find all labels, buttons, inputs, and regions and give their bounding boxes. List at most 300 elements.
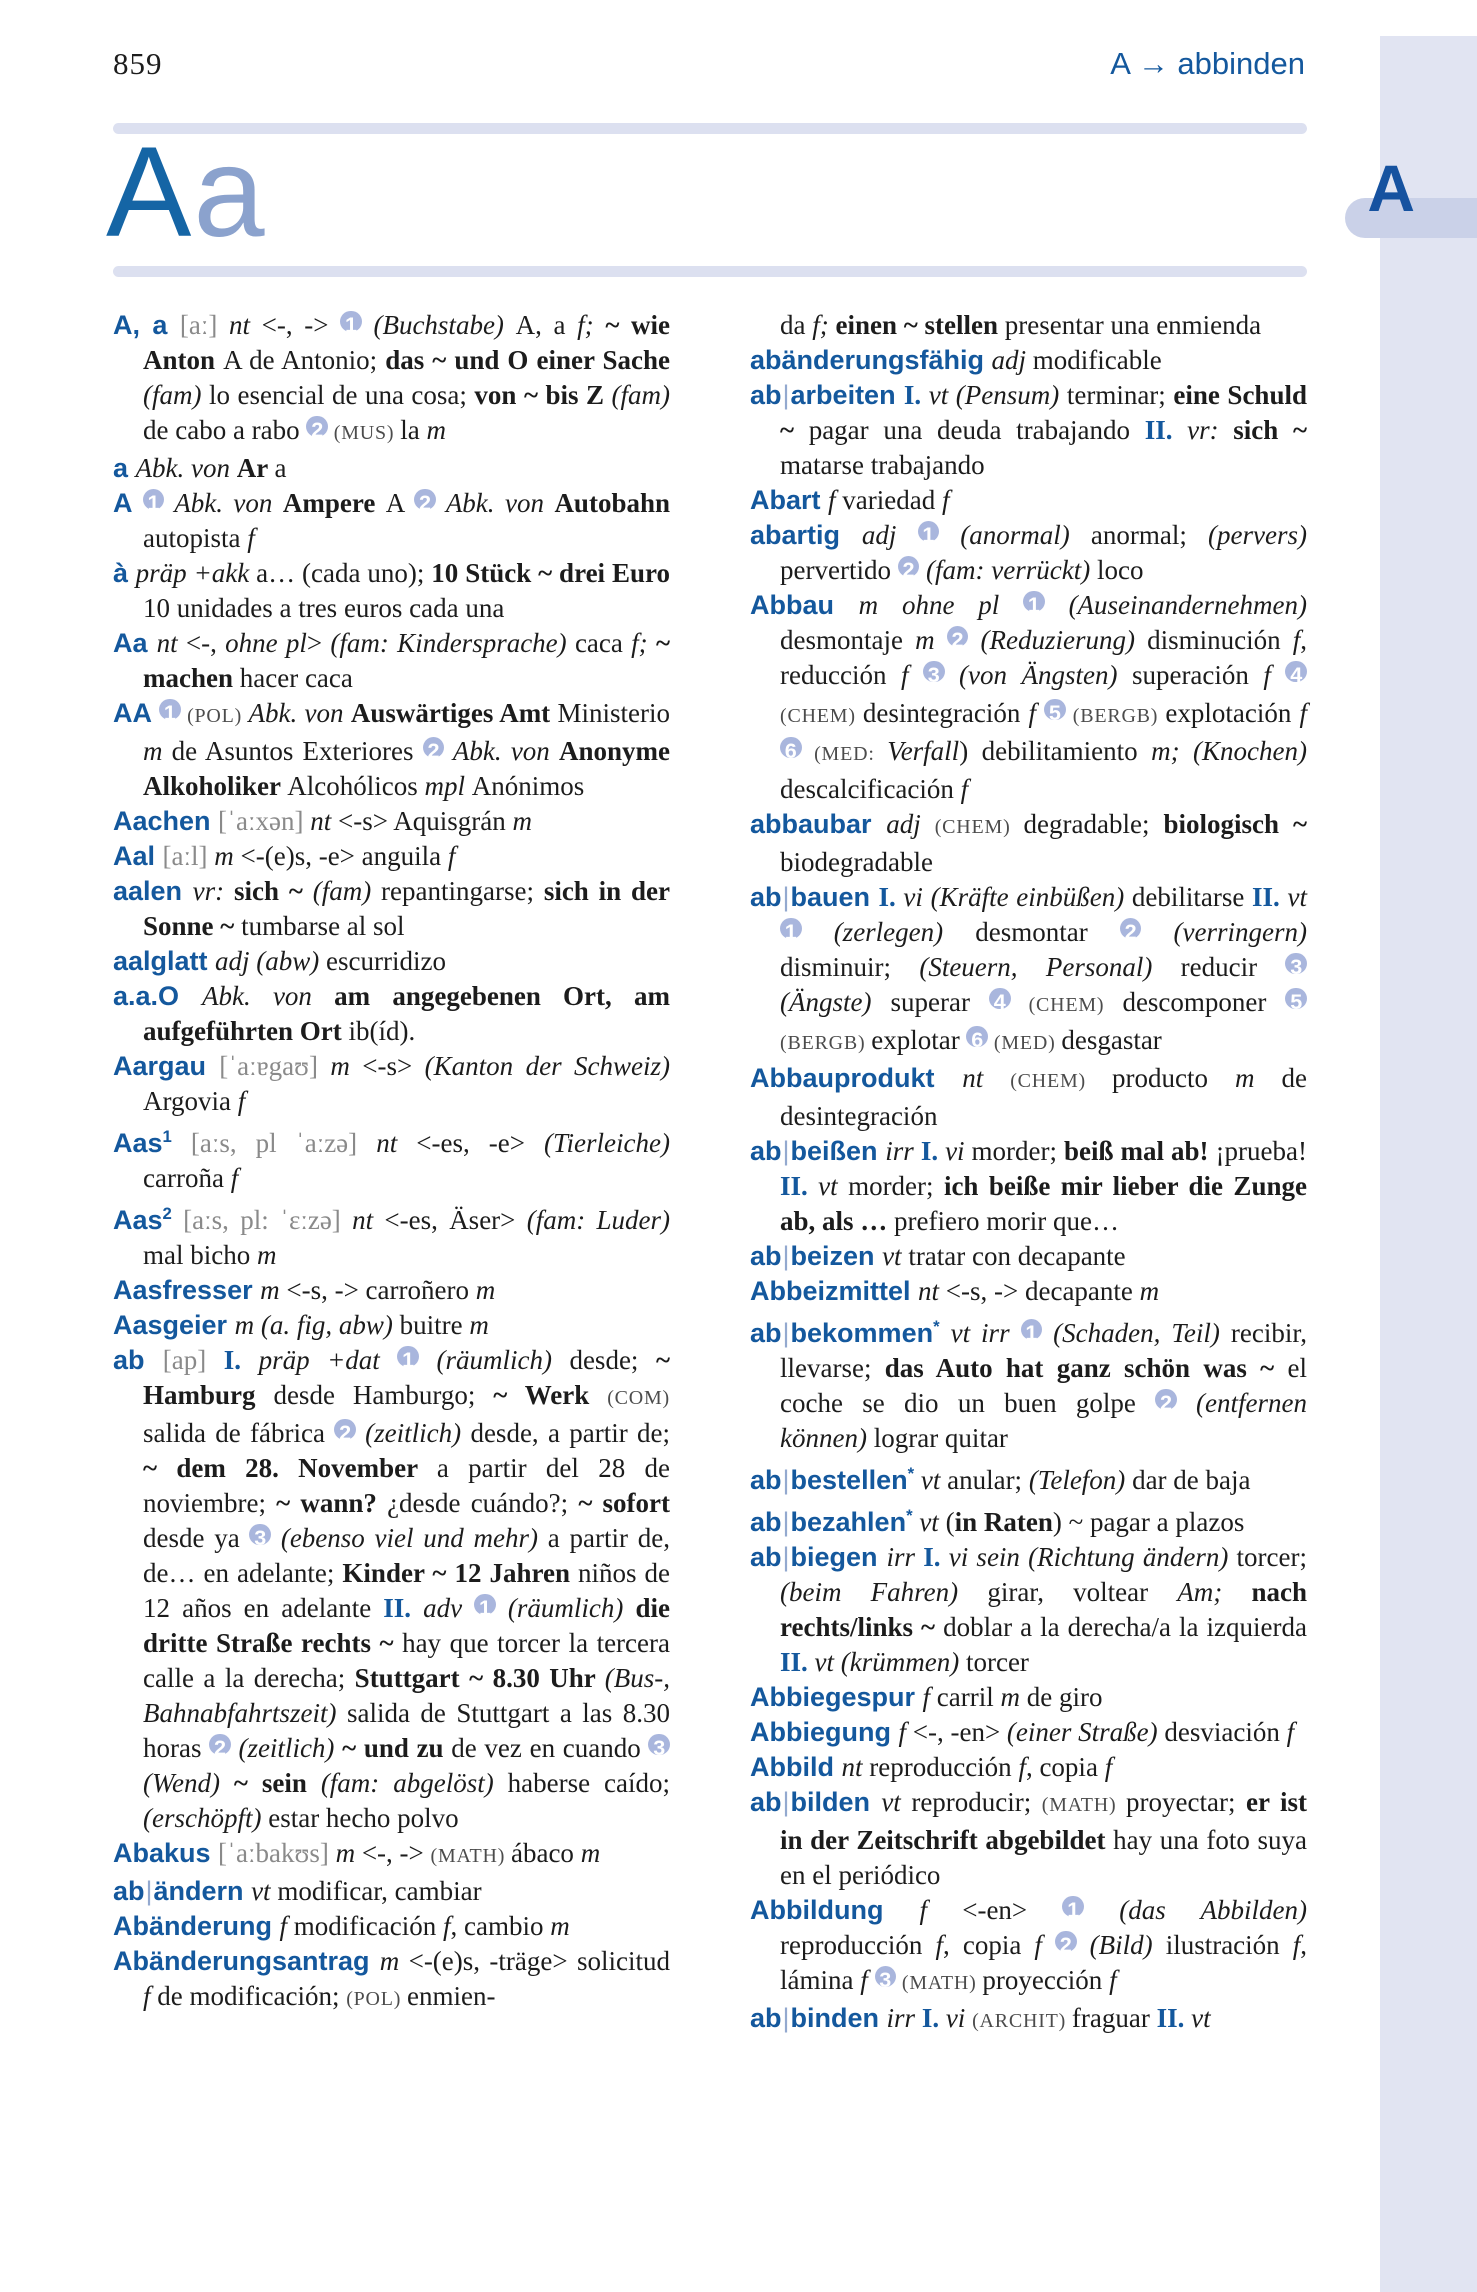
translation-text: producto: [1112, 1063, 1236, 1093]
grammar-label: f: [1018, 1752, 1026, 1782]
grammar-label: (pervers): [1208, 520, 1307, 550]
headword-divider: |: [782, 882, 790, 912]
part-numeral: I.: [920, 1136, 946, 1166]
grammar-label: m: [426, 415, 446, 445]
grammar-label: vt: [912, 1507, 946, 1537]
example-phrase: das Auto hat ganz schön was ~: [884, 1353, 1288, 1383]
example-phrase: ~ machen: [143, 628, 670, 693]
grammar-label: (Steuern, Personal): [919, 952, 1181, 982]
translation-text: <-, -en>: [912, 1717, 1007, 1747]
headword: ab: [750, 2003, 782, 2033]
translation-text: la: [400, 415, 427, 445]
sense-number: 3: [1285, 953, 1307, 975]
headword: Abbau: [750, 590, 859, 620]
translation-text: proyectar;: [1126, 1787, 1247, 1817]
sense-number: 3: [923, 661, 945, 683]
sense-number: 1: [1062, 1896, 1084, 1918]
headword: Aas: [113, 1128, 163, 1158]
dictionary-entry: [750, 1274, 1307, 1309]
grammar-label: m: [330, 1051, 363, 1081]
translation-text: desintegración: [862, 698, 1029, 728]
example-phrase: Kinder ~ 12 Jahren: [342, 1558, 578, 1588]
grammar-label: f: [279, 1911, 294, 1941]
dictionary-entry: [750, 1680, 1307, 1715]
translation-text: <-, ->: [361, 1838, 431, 1868]
translation-text: de cabo a rabo: [143, 415, 307, 445]
headword-superscript: 1: [162, 1127, 172, 1146]
grammar-label: (fam): [312, 876, 382, 906]
headword: a: [113, 453, 136, 483]
example-phrase: eine Schuld ~: [780, 380, 1307, 445]
page-number: 859: [113, 46, 163, 81]
grammar-label: vt: [1191, 2003, 1211, 2033]
grammar-label: f: [143, 1981, 158, 2011]
grammar-label: f: [1292, 625, 1301, 655]
grammar-label: (von Ängsten): [944, 660, 1132, 690]
grammar-label: f: [1292, 1930, 1301, 1960]
translation-text: biodegradable: [780, 847, 933, 877]
sense-number: 2: [306, 416, 328, 438]
translation-text: torcer: [965, 1647, 1029, 1677]
translation-text: Anónimos: [471, 771, 585, 801]
translation-text: hay una foto suya en el periódico: [780, 1825, 1308, 1890]
example-phrase: ~ sein: [233, 1768, 321, 1798]
grammar-label: f: [1028, 698, 1045, 728]
grammar-label: nt: [962, 1063, 1011, 1093]
sense-number: 2: [414, 489, 436, 511]
grammar-label: m: [214, 841, 241, 871]
example-phrase: Anonyme Alkoholiker: [143, 736, 670, 801]
grammar-label: vi (Kräfte einbüßen): [903, 882, 1132, 912]
grammar-label: f: [922, 1682, 937, 1712]
grammar-label: (fam: Luder): [526, 1205, 670, 1235]
dictionary-entry: [750, 1134, 1307, 1239]
sense-number: 1: [1023, 591, 1045, 613]
translation-text: ): [959, 736, 982, 766]
headword: abartig: [750, 520, 862, 550]
translation-text: >: [306, 628, 331, 658]
translation-text: A: [385, 488, 415, 518]
translation-text: carril: [936, 1682, 1001, 1712]
headword: biegen: [790, 1542, 887, 1572]
grammar-label: (zeitlich): [355, 1418, 471, 1448]
grammar-label: m: [379, 1946, 409, 1976]
grammar-label: vt (krümmen): [814, 1647, 966, 1677]
sense-number: 4: [989, 988, 1011, 1010]
grammar-label: (beim Fahren): [780, 1577, 988, 1607]
sense-number: 1: [397, 1346, 419, 1368]
grammar-label: f: [1299, 698, 1307, 728]
dictionary-entry: [113, 1308, 670, 1343]
section-letter-lowercase: a: [193, 121, 267, 264]
translation-text: modificable: [1032, 345, 1162, 375]
phonetic-transcription: [aːs, pl ˈaːzə]: [171, 1128, 377, 1158]
translation-text: tumbarse al sol: [241, 911, 405, 941]
headword: bilden: [790, 1787, 882, 1817]
guide-word: A → abbinden: [1110, 46, 1305, 81]
grammar-label: adj: [991, 345, 1033, 375]
grammar-label: irr: [886, 1542, 924, 1572]
headword: A, a: [113, 310, 180, 340]
translation-text: a: [274, 453, 287, 483]
translation-text: tratar con decapante: [908, 1241, 1126, 1271]
translation-text: presentar una enmienda: [1004, 310, 1262, 340]
part-numeral: I.: [903, 380, 929, 410]
grammar-label: Abk. von: [435, 488, 555, 518]
grammar-label: adv: [423, 1593, 475, 1623]
headword: Abbauprodukt: [750, 1063, 963, 1093]
grammar-label: (anormal): [939, 520, 1091, 550]
translation-text: el coche se dio un buen golpe: [780, 1353, 1307, 1418]
headword: Abbild: [750, 1752, 842, 1782]
dictionary-entry: [750, 1715, 1307, 1750]
dictionary-entry: [113, 1836, 670, 1874]
grammar-label: (Ängste): [780, 987, 891, 1017]
headword: Abbeizmittel: [750, 1276, 919, 1306]
translation-text: , cambio: [450, 1911, 551, 1941]
headword: beizen: [790, 1241, 883, 1271]
translation-text: desviación: [1164, 1717, 1287, 1747]
translation-text: <-s, -> carroñero: [286, 1275, 476, 1305]
grammar-label: nt: [156, 628, 186, 658]
translation-text: lo esencial de una cosa;: [209, 380, 475, 410]
example-phrase: ~ sofort: [578, 1488, 671, 1518]
grammar-label: f: [828, 485, 843, 515]
sense-number: 1: [1021, 1319, 1043, 1341]
translation-text: hacer caca: [239, 663, 353, 693]
translation-text: disminuir;: [780, 952, 920, 982]
grammar-label: nt: [376, 1128, 417, 1158]
headword-divider: |: [782, 380, 790, 410]
sense-number: 1: [340, 311, 362, 333]
headword: beißen: [790, 1136, 886, 1166]
translation-text: dar de baja: [1132, 1465, 1251, 1495]
translation-text: debilitamiento: [981, 736, 1152, 766]
field-label: (CHEM): [1010, 1070, 1113, 1092]
grammar-label: Verfall: [887, 736, 960, 766]
grammar-label: f: [860, 1965, 875, 1995]
translation-text: explotación: [1165, 698, 1300, 728]
dictionary-entry: [113, 556, 670, 626]
headword: ab: [750, 380, 782, 410]
grammar-label: (fam: Kindersprache): [330, 628, 575, 658]
dictionary-entry: [113, 1874, 670, 1909]
translation-text: de modificación;: [157, 1981, 347, 2011]
translation-text: <-,: [185, 628, 226, 658]
translation-text: <-en>: [962, 1895, 1063, 1925]
example-phrase: ~ Werk: [493, 1380, 608, 1410]
dictionary-entry: [113, 451, 670, 486]
dictionary-entry: [750, 1061, 1307, 1134]
translation-text: <-es, -e>: [416, 1128, 545, 1158]
sense-number: 5: [1285, 988, 1307, 1010]
translation-text: desde Hamburgo;: [273, 1380, 494, 1410]
sense-number: 6: [780, 737, 802, 759]
part-numeral: II.: [780, 1647, 815, 1677]
translation-text: haberse caído;: [507, 1768, 670, 1798]
phonetic-transcription: [aːl]: [162, 841, 215, 871]
grammar-label: nt: [918, 1276, 946, 1306]
grammar-label: (räumlich): [418, 1345, 570, 1375]
grammar-label: m: [475, 1275, 496, 1305]
grammar-label: vi: [945, 2003, 973, 2033]
translation-text: proyección: [982, 1965, 1110, 1995]
translation-text: a partir del 28 de noviembre;: [143, 1453, 670, 1518]
translation-text: desgastar: [1061, 1025, 1162, 1055]
translation-text: superar: [890, 987, 989, 1017]
example-phrase: ~ und zu: [342, 1733, 452, 1763]
translation-text: de Asuntos Exteriores: [171, 736, 423, 766]
headword: aalglatt: [113, 946, 216, 976]
translation-text: enmien-: [407, 1981, 496, 2011]
translation-text: A de Antonio;: [223, 345, 386, 375]
grammar-label: (fam: abgelöst): [320, 1768, 508, 1798]
grammar-label: mpl: [424, 771, 472, 801]
translation-text: <-, ->: [261, 310, 341, 340]
dictionary-entry: [750, 483, 1307, 518]
grammar-label: vt: [914, 1465, 948, 1495]
grammar-label: m: [335, 1838, 362, 1868]
sense-number: 1: [474, 1594, 496, 1616]
field-label: (MATH): [430, 1845, 511, 1867]
headword-superscript: 2: [162, 1204, 172, 1223]
headword-divider: |: [782, 1136, 790, 1166]
translation-text: torcer;: [1236, 1542, 1307, 1572]
headword: ab: [750, 1787, 782, 1817]
translation-text: <-(e)s, -e> anguila: [240, 841, 448, 871]
translation-text: A, a: [515, 310, 578, 340]
translation-text: ) ~ pagar a plazos: [1052, 1507, 1245, 1537]
thumb-index-strip: [1380, 36, 1477, 2292]
example-phrase: sich in der Sonne ~: [143, 876, 671, 941]
grammar-label: vt irr: [939, 1318, 1021, 1348]
translation-text: reproducción: [780, 1930, 936, 1960]
dictionary-entry: [750, 1309, 1307, 1456]
dictionary-entry: [113, 1119, 670, 1196]
example-phrase: ~ wie Anton: [143, 310, 671, 375]
grammar-label: m: [469, 1310, 489, 1340]
example-phrase: Auswärtiges Amt: [350, 698, 558, 728]
grammar-label: nt: [352, 1205, 385, 1235]
headword-divider: |: [782, 1241, 790, 1271]
dictionary-entry: [750, 1785, 1307, 1893]
headword: Abbildung: [750, 1895, 920, 1925]
translation-text: matarse trabajando: [780, 450, 985, 480]
field-label: (BERGB): [1065, 705, 1166, 727]
grammar-label: (fam): [611, 380, 671, 410]
grammar-label: vi sein (Richtung ändern): [948, 1542, 1237, 1572]
field-label: (BERGB): [780, 1032, 872, 1054]
grammar-label: Abk. von: [135, 453, 237, 483]
example-phrase: nach rechts/links ~: [780, 1577, 1307, 1642]
translation-text: disminución: [1147, 625, 1293, 655]
headword: Aachen: [113, 806, 219, 836]
translation-text: morder;: [971, 1136, 1065, 1166]
translation-text: (: [945, 1507, 955, 1537]
translation-text: reducir: [1180, 952, 1286, 982]
section-letter-uppercase: A: [106, 121, 194, 264]
headword: AA: [113, 698, 160, 728]
sense-number: 2: [1055, 1931, 1077, 1953]
grammar-label: (Tierleiche): [544, 1128, 670, 1158]
example-phrase: sich ~: [233, 876, 313, 906]
example-phrase: Ampere: [282, 488, 386, 518]
section-heading: [106, 121, 267, 266]
translation-text: <-es, Äser>: [384, 1205, 527, 1235]
field-label: (MUS): [328, 422, 401, 444]
field-label: (MED): [988, 1032, 1062, 1054]
headword: ab: [750, 1318, 782, 1348]
sense-number: 3: [249, 1524, 271, 1546]
headword: ab: [113, 1876, 145, 1906]
headword: Abbiegespur: [750, 1682, 923, 1712]
translation-text: reproducir;: [911, 1787, 1042, 1817]
grammar-label: vt (Pensum): [928, 380, 1067, 410]
grammar-label: (räumlich): [495, 1593, 636, 1623]
grammar-label: (entfernen können): [780, 1388, 1307, 1453]
grammar-label: vr:: [192, 876, 234, 906]
headword-divider: |: [782, 1787, 790, 1817]
translation-text: ábaco: [510, 1838, 581, 1868]
grammar-label: irr: [885, 1136, 921, 1166]
dictionary-entry: [750, 1540, 1307, 1680]
example-phrase: in Raten: [954, 1507, 1053, 1537]
dictionary-entry: [113, 626, 670, 696]
grammar-label: Abk. von: [164, 488, 283, 518]
grammar-label: adj (abw): [215, 946, 327, 976]
grammar-label: f: [1263, 660, 1286, 690]
translation-text: debilitarse: [1131, 882, 1253, 912]
phonetic-transcription: [ˈaːxən]: [218, 806, 311, 836]
headword: abbaubar: [750, 809, 887, 839]
part-numeral: II.: [1252, 882, 1288, 912]
grammar-label: m: [1139, 1276, 1160, 1306]
example-phrase: Autobahn: [554, 488, 670, 518]
grammar-label: m: [550, 1911, 570, 1941]
grammar-label: m: [260, 1275, 287, 1305]
grammar-label: f;: [631, 628, 656, 658]
grammar-label: f: [1286, 1717, 1295, 1747]
dictionary-entry: [113, 308, 670, 451]
sense-number: 2: [423, 737, 445, 759]
sense-number: 4: [1285, 661, 1307, 683]
headword: Aasfresser: [113, 1275, 261, 1305]
translation-text: de vez en cuando: [451, 1733, 649, 1763]
headword: Abänderung: [113, 1911, 280, 1941]
sense-number: 3: [648, 1734, 670, 1756]
phonetic-transcription: [aːs, pl: ˈɛːzə]: [171, 1205, 353, 1235]
translation-text: doblar a la derecha/a la izquierda: [943, 1612, 1307, 1642]
dictionary-entry: [113, 1909, 670, 1944]
grammar-label: vt: [881, 1787, 912, 1817]
grammar-label: (Bus-, Bahnabfahrtszeit): [143, 1663, 670, 1728]
phonetic-transcription: [ap]: [162, 1345, 224, 1375]
grammar-label: f: [900, 660, 923, 690]
dictionary-entry: [750, 1456, 1307, 1498]
grammar-label: f: [237, 1086, 246, 1116]
grammar-label: (fam: verrückt): [919, 555, 1097, 585]
example-phrase: das ~ und O einer Sache: [385, 345, 670, 375]
field-label: (POL): [346, 1988, 408, 2010]
grammar-label: m: [915, 625, 947, 655]
grammar-label: Abk. von: [444, 736, 559, 766]
thumb-index-letter: A: [1367, 151, 1415, 225]
sense-number: 3: [875, 1966, 897, 1988]
grammar-label: (das Abbilden): [1084, 1895, 1307, 1925]
dictionary-entry: [113, 1343, 670, 1836]
headword-divider: |: [782, 1542, 790, 1572]
translation-text: ilustración: [1165, 1930, 1293, 1960]
grammar-label: (Kanton der Schweiz): [424, 1051, 670, 1081]
headword: bestellen: [790, 1465, 908, 1495]
example-phrase: ~ Hamburg: [143, 1345, 670, 1410]
phonetic-transcription: [ˈaːbakʊs]: [218, 1838, 336, 1868]
entry-continuation: [750, 308, 1307, 343]
sense-number: 2: [947, 626, 969, 648]
translation-text: Ministerio: [557, 698, 671, 728]
translation-text: ¿desde cuándo?;: [387, 1488, 579, 1518]
headword: Aargau: [113, 1051, 220, 1081]
translation-text: autopista: [143, 523, 248, 553]
example-phrase: Ar: [236, 453, 275, 483]
translation-text: de giro: [1026, 1682, 1103, 1712]
headword: A: [113, 488, 143, 518]
translation-text: a… (cada uno);: [256, 558, 432, 588]
headword: Abbiegung: [750, 1717, 899, 1747]
phonetic-transcription: [aː]: [179, 310, 229, 340]
headword: ab: [113, 1345, 163, 1375]
example-phrase: sich ~: [1233, 415, 1308, 445]
dictionary-entry: [113, 1196, 670, 1273]
translation-text: , copia: [1025, 1752, 1105, 1782]
translation-text: salida de Stuttgart a las 8.30 horas: [143, 1698, 670, 1763]
grammar-label: (fam): [143, 380, 209, 410]
grammar-label: f: [919, 1895, 963, 1925]
grammar-label: (Schaden, Teil): [1042, 1318, 1231, 1348]
grammar-label: f: [941, 485, 950, 515]
headword: abänderungsfähig: [750, 345, 992, 375]
grammar-label: f;: [577, 310, 606, 340]
field-label: (MATH): [896, 1972, 983, 1994]
headword: ab: [750, 1507, 782, 1537]
headword: Aas: [113, 1205, 163, 1235]
translation-text: carroña: [143, 1163, 231, 1193]
translation-text: de desintegración: [780, 1063, 1307, 1131]
translation-text: desmontaje: [780, 625, 916, 655]
part-numeral: I.: [921, 2003, 946, 2033]
grammar-label: irr: [886, 2003, 922, 2033]
example-phrase: am angegebenen Ort, am aufgeführten Ort: [143, 981, 670, 1046]
headword: Abakus: [113, 1838, 219, 1868]
grammar-label: (erschöpft): [143, 1803, 269, 1833]
grammar-label: (zeitlich): [230, 1733, 343, 1763]
translation-text: <-(e)s, -träge> solicitud: [408, 1946, 671, 1976]
part-numeral: II.: [1156, 2003, 1192, 2033]
dictionary-entry: [750, 1893, 1307, 2001]
field-label: (CHEM): [934, 816, 1024, 838]
example-phrase: ~ dem 28. November: [143, 1453, 437, 1483]
translation-text: <-s, -> decapante: [945, 1276, 1140, 1306]
grammar-label: vt: [251, 1876, 278, 1906]
translation-text: prefiero morir que…: [894, 1206, 1119, 1236]
dictionary-entry: [113, 944, 670, 979]
translation-text: salida de fábrica: [143, 1418, 335, 1448]
headword: Abart: [750, 485, 829, 515]
dictionary-entry: [113, 486, 670, 556]
headword: Aa: [113, 628, 157, 658]
sense-number: 1: [780, 918, 802, 940]
example-phrase: 10 Stück ~ drei Euro: [431, 558, 670, 588]
